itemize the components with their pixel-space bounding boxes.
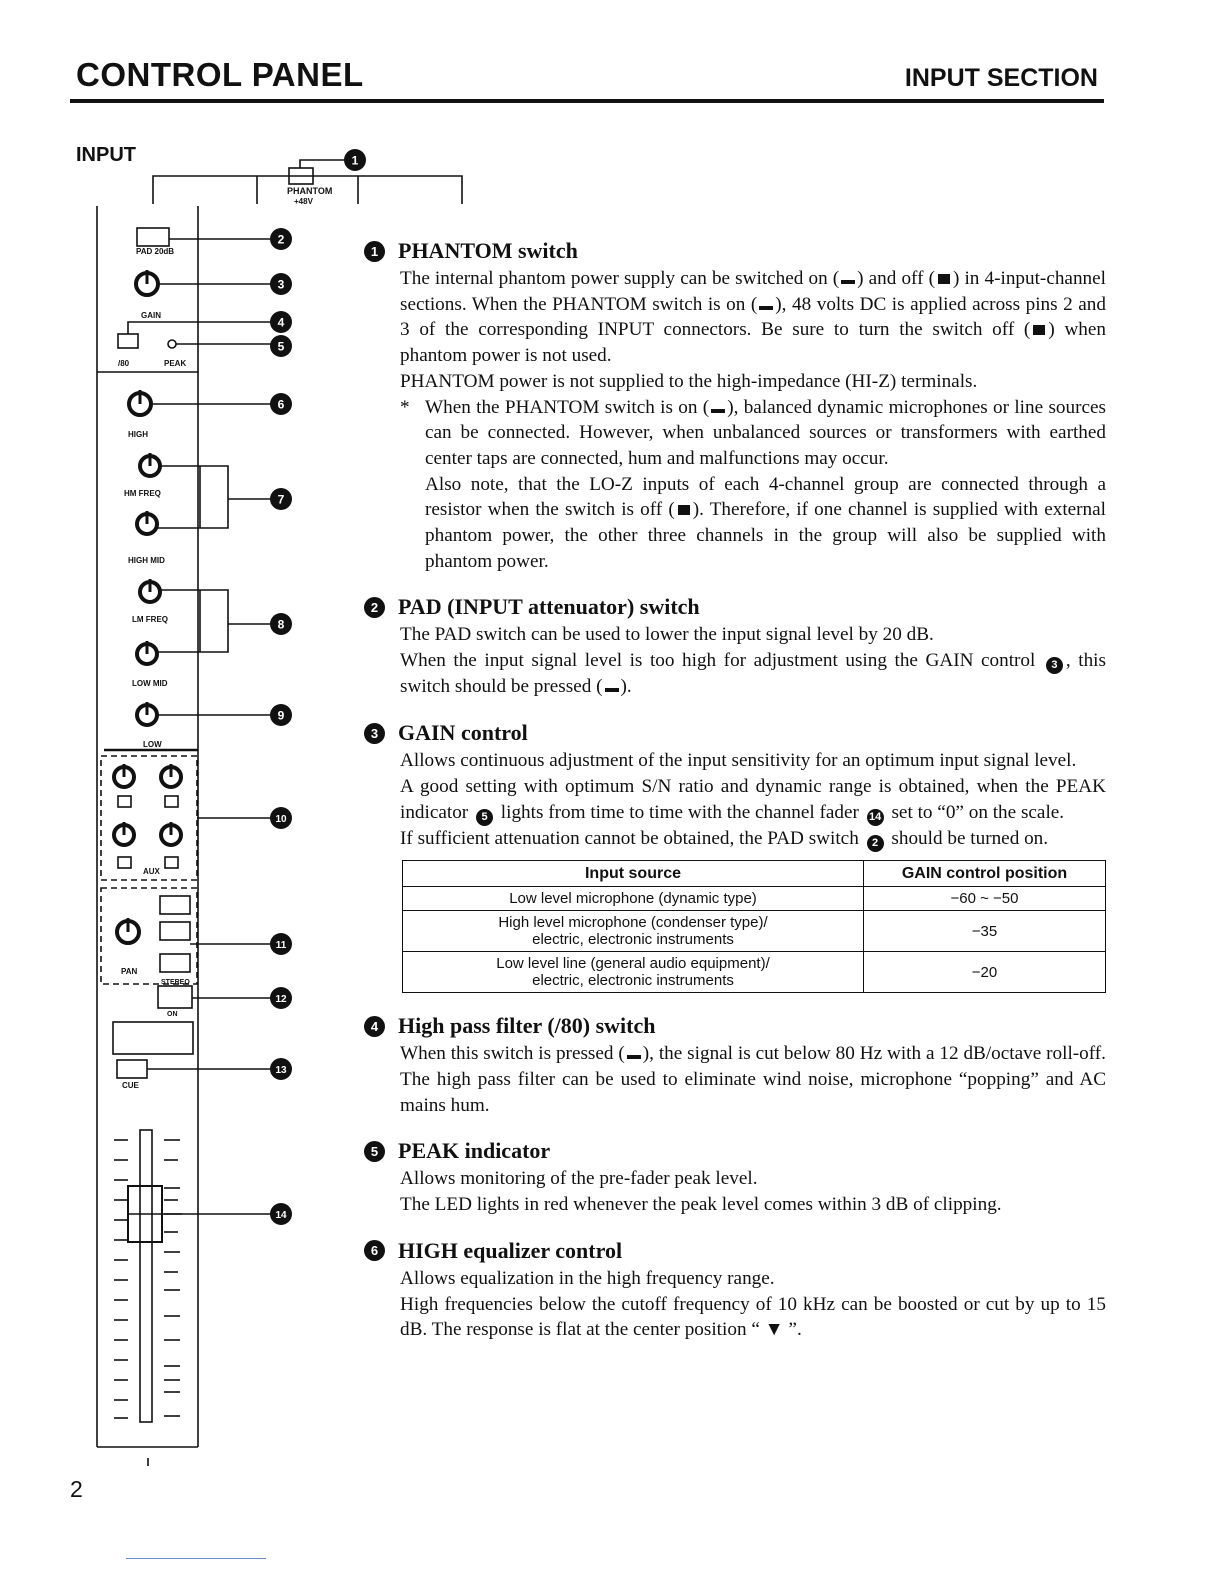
- section-title: GAIN control: [398, 720, 528, 746]
- section-number-badge: 5: [364, 1141, 385, 1162]
- section-heading: [364, 718, 1106, 748]
- svg-text:7: 7: [277, 492, 285, 507]
- section-body: [364, 1266, 1106, 1343]
- pad-label: PAD 20dB: [136, 247, 175, 256]
- svg-text:1: 1: [351, 153, 359, 168]
- high-mid-label: HIGH MID: [128, 556, 165, 565]
- aux-4-knob: [161, 822, 181, 845]
- stereo-switch: [160, 954, 190, 972]
- text-run: High frequencies below the cutoff frequency of 10 kHz can be boosted or cut by up to 15 dB. The response is flat at the center position “ ▼ ”.: [400, 1293, 1106, 1341]
- input-source-cell: Low level line (general audio equipment)/ electric, electronic instruments: [403, 952, 864, 993]
- callout-13: [270, 1058, 292, 1080]
- paragraph: [400, 774, 1106, 826]
- text-run: should be turned on.: [886, 827, 1049, 849]
- switch-off-icon: [1030, 324, 1048, 336]
- callout-7: [270, 488, 292, 510]
- cue-switch: [117, 1060, 147, 1078]
- section-heading: [364, 1011, 1106, 1041]
- diagram-label: INPUT: [76, 144, 136, 166]
- pan-knob: [117, 918, 139, 943]
- callout-5: [270, 335, 292, 357]
- aux-2-knob: [161, 764, 181, 787]
- stereo-label: STEREO: [161, 979, 190, 986]
- switch-on-icon: [709, 402, 727, 414]
- svg-text:5: 5: [277, 339, 285, 354]
- text-run: ), balanced dynamic microphones or line sources can be connected. However, when unbalanced sources or transformers with earthed center taps are connected, hum and malfunctions may occur.: [425, 396, 1106, 469]
- section-title: INPUT SECTION: [904, 64, 1098, 92]
- text-run: If sufficient attenuation cannot be obtained, the PAD switch: [400, 827, 864, 849]
- table-header: GAIN control position: [864, 861, 1106, 887]
- text-run: Allows continuous adjustment of the input sensitivity for an optimum input signal level.: [400, 750, 1077, 772]
- hm-freq-knob: [140, 453, 160, 476]
- svg-text:6: 6: [277, 397, 285, 412]
- page-title: CONTROL PANEL: [76, 56, 364, 93]
- paragraph: [400, 369, 1106, 395]
- callout-1: [344, 149, 366, 171]
- switch-on-icon: [603, 681, 621, 693]
- callout-9: [270, 704, 292, 726]
- table-row: [403, 952, 1106, 993]
- text-run: The internal phantom power supply can be switched on (: [400, 268, 840, 289]
- svg-text:2: 2: [277, 232, 285, 247]
- paragraph: [400, 622, 1106, 648]
- text-run: , this switch should be pressed (: [400, 650, 1106, 698]
- section-body: [364, 266, 1106, 574]
- lm-freq-label: LM FREQ: [132, 615, 168, 624]
- section-heading: [364, 236, 1106, 266]
- svg-text:14: 14: [275, 1210, 287, 1221]
- switch-on-icon: [625, 1048, 643, 1060]
- section-number-badge: 3: [364, 723, 385, 744]
- bus-1-2-switch: [160, 896, 190, 914]
- footer-line: [126, 1558, 266, 1559]
- section-number-badge: 4: [364, 1016, 385, 1037]
- callout-12: [270, 987, 292, 1009]
- note: [400, 395, 1106, 575]
- text-run: ) in 4-input-channel sections. When the PHANTOM switch is on (: [400, 268, 1106, 315]
- text-run: PHANTOM power is not supplied to the high-impedance (HI-Z) terminals.: [400, 370, 978, 392]
- section-heading: [364, 592, 1106, 622]
- bus-3-4-switch: [160, 922, 190, 940]
- ref-number-badge: 3: [1046, 657, 1063, 674]
- text-run: ) when phantom power is not used.: [400, 319, 1107, 367]
- section-1: [364, 236, 1106, 574]
- gain-position-cell: −60 ~ −50: [864, 887, 1106, 911]
- paragraph: [400, 1266, 1106, 1292]
- callout-4: [270, 311, 292, 333]
- section-5: [364, 1136, 1106, 1217]
- text-run: The PAD switch can be used to lower the input signal level by 20 dB.: [400, 624, 934, 646]
- aux-3-knob: [114, 822, 134, 845]
- section-4: [364, 1011, 1106, 1118]
- table-row: [403, 887, 1106, 911]
- paragraph: [400, 748, 1106, 774]
- table-header: Input source: [403, 861, 864, 887]
- ref-number-badge: 5: [476, 809, 493, 826]
- svg-text:13: 13: [275, 1065, 287, 1076]
- input-source-cell: High level microphone (condenser type)/ electric, electronic instruments: [403, 911, 864, 952]
- svg-text:3: 3: [277, 277, 285, 292]
- switch-on-icon: [839, 273, 857, 285]
- lm-freq-knob: [140, 579, 160, 602]
- text-run: lights from time to time with the channel fader: [496, 801, 864, 823]
- section-heading: [364, 1136, 1106, 1166]
- pad-switch: [137, 228, 169, 246]
- svg-text:11: 11: [275, 940, 287, 951]
- high-label: HIGH: [128, 430, 148, 439]
- text-run: When the input signal level is too high for adjustment using the GAIN control: [400, 650, 1043, 672]
- callout-10: [270, 807, 292, 829]
- text-run: Allows monitoring of the pre-fader peak level.: [400, 1168, 758, 1190]
- hpf-switch: [118, 334, 138, 348]
- gain-label: GAIN: [141, 311, 161, 320]
- aux-1-knob: [114, 764, 134, 787]
- paragraph: [400, 648, 1106, 700]
- callout-8: [270, 613, 292, 635]
- note-asterisk: *: [400, 396, 410, 418]
- peak-label: PEAK: [164, 359, 187, 368]
- cue-label: CUE: [122, 1081, 139, 1090]
- manual-text: [364, 236, 1106, 1361]
- text-run: ), 48 volts DC is applied across pins 2 and 3 of the corresponding INPUT connectors. Be sure to turn the switch off (: [400, 293, 1106, 341]
- high-knob: [129, 390, 151, 415]
- aux-label: AUX: [143, 867, 160, 876]
- paragraph: [400, 1166, 1106, 1192]
- gain-position-cell: −35: [864, 911, 1106, 952]
- switch-on-icon: [757, 299, 775, 311]
- note-paragraph: [425, 395, 1106, 472]
- text-run: Also note, that the LO-Z inputs of each 4-channel group are connected through a resistor when the switch is off (: [425, 473, 1106, 521]
- section-number-badge: 2: [364, 597, 385, 618]
- section-6: [364, 1236, 1106, 1343]
- text-run: ) and off (: [857, 268, 935, 289]
- callout-6: [270, 393, 292, 415]
- text-run: The LED lights in red whenever the peak level comes within 3 dB of clipping.: [400, 1194, 1002, 1216]
- on-switch: [158, 986, 192, 1008]
- phantom-label: PHANTOM: [287, 186, 333, 196]
- page-number: 2: [70, 1476, 83, 1502]
- fader-track: [140, 1130, 152, 1422]
- section-body: [364, 1041, 1106, 1118]
- hm-freq-label: HM FREQ: [124, 489, 161, 498]
- high-mid-knob: [137, 511, 157, 534]
- section-title: High pass filter (/80) switch: [398, 1013, 656, 1039]
- scribble-strip: [113, 1022, 193, 1054]
- peak-led: [168, 340, 176, 348]
- text-run: ).: [620, 676, 632, 698]
- text-run: ). Therefore, if one channel is supplied with external phantom power, the other three channels in the group will also be supplied with phantom power.: [425, 499, 1106, 572]
- switch-off-icon: [675, 504, 693, 516]
- gain-knob: [136, 270, 158, 295]
- paragraph: [400, 826, 1106, 852]
- callout-2: [270, 228, 292, 250]
- text-run: A good setting with optimum S/N ratio and dynamic range is obtained, when the PEAK indicator: [400, 775, 1106, 823]
- low-mid-label: LOW MID: [132, 679, 168, 688]
- section-number-badge: 1: [364, 241, 385, 262]
- pan-label: PAN: [121, 967, 138, 976]
- low-mid-knob: [137, 641, 157, 664]
- callout-11: [270, 933, 292, 955]
- section-3: [364, 718, 1106, 993]
- paragraph: [400, 1041, 1106, 1118]
- section-title: HIGH equalizer control: [398, 1237, 623, 1263]
- table-row: [403, 911, 1106, 952]
- gain-position-cell: −20: [864, 952, 1106, 993]
- section-body: [364, 1166, 1106, 1217]
- section-title: PEAK indicator: [398, 1138, 551, 1164]
- section-body: [364, 748, 1106, 993]
- low-knob: [137, 702, 157, 725]
- ref-number-badge: 14: [867, 809, 884, 826]
- note-paragraph: [425, 472, 1106, 575]
- input-source-cell: Low level microphone (dynamic type): [403, 887, 864, 911]
- callout-14: [270, 1203, 292, 1225]
- plus48v-label: +48V: [294, 197, 313, 206]
- paragraph: [400, 266, 1106, 369]
- text-run: set to “0” on the scale.: [886, 801, 1065, 823]
- callout-3: [270, 273, 292, 295]
- on-label: ON: [167, 1011, 178, 1018]
- text-run: When this switch is pressed (: [400, 1043, 625, 1065]
- low-label: LOW: [143, 740, 162, 749]
- text-run: When the PHANTOM switch is on (: [425, 396, 710, 418]
- paragraph: [400, 1292, 1106, 1343]
- svg-text:8: 8: [277, 617, 285, 632]
- text-run: Allows equalization in the high frequency range.: [400, 1267, 775, 1289]
- svg-text:12: 12: [275, 994, 287, 1005]
- text-run: ), the signal is cut below 80 Hz with a 12 dB/octave roll-off. The high pass filter can be used to eliminate wind noise, microphone “popping” and AC mains hum.: [400, 1043, 1106, 1116]
- hpf-label: /80: [118, 359, 130, 368]
- ref-number-badge: 2: [867, 835, 884, 852]
- section-body: [364, 622, 1106, 700]
- svg-text:9: 9: [277, 708, 285, 723]
- section-title: PHANTOM switch: [398, 238, 578, 263]
- section-title: PAD (INPUT attenuator) switch: [398, 594, 700, 620]
- svg-text:10: 10: [275, 814, 287, 825]
- section-heading: [364, 1236, 1106, 1266]
- section-number-badge: 6: [364, 1240, 385, 1261]
- section-2: [364, 592, 1106, 700]
- svg-text:4: 4: [277, 315, 285, 330]
- switch-off-icon: [935, 273, 953, 285]
- paragraph: [400, 1192, 1106, 1218]
- gain-position-table: [402, 860, 1106, 993]
